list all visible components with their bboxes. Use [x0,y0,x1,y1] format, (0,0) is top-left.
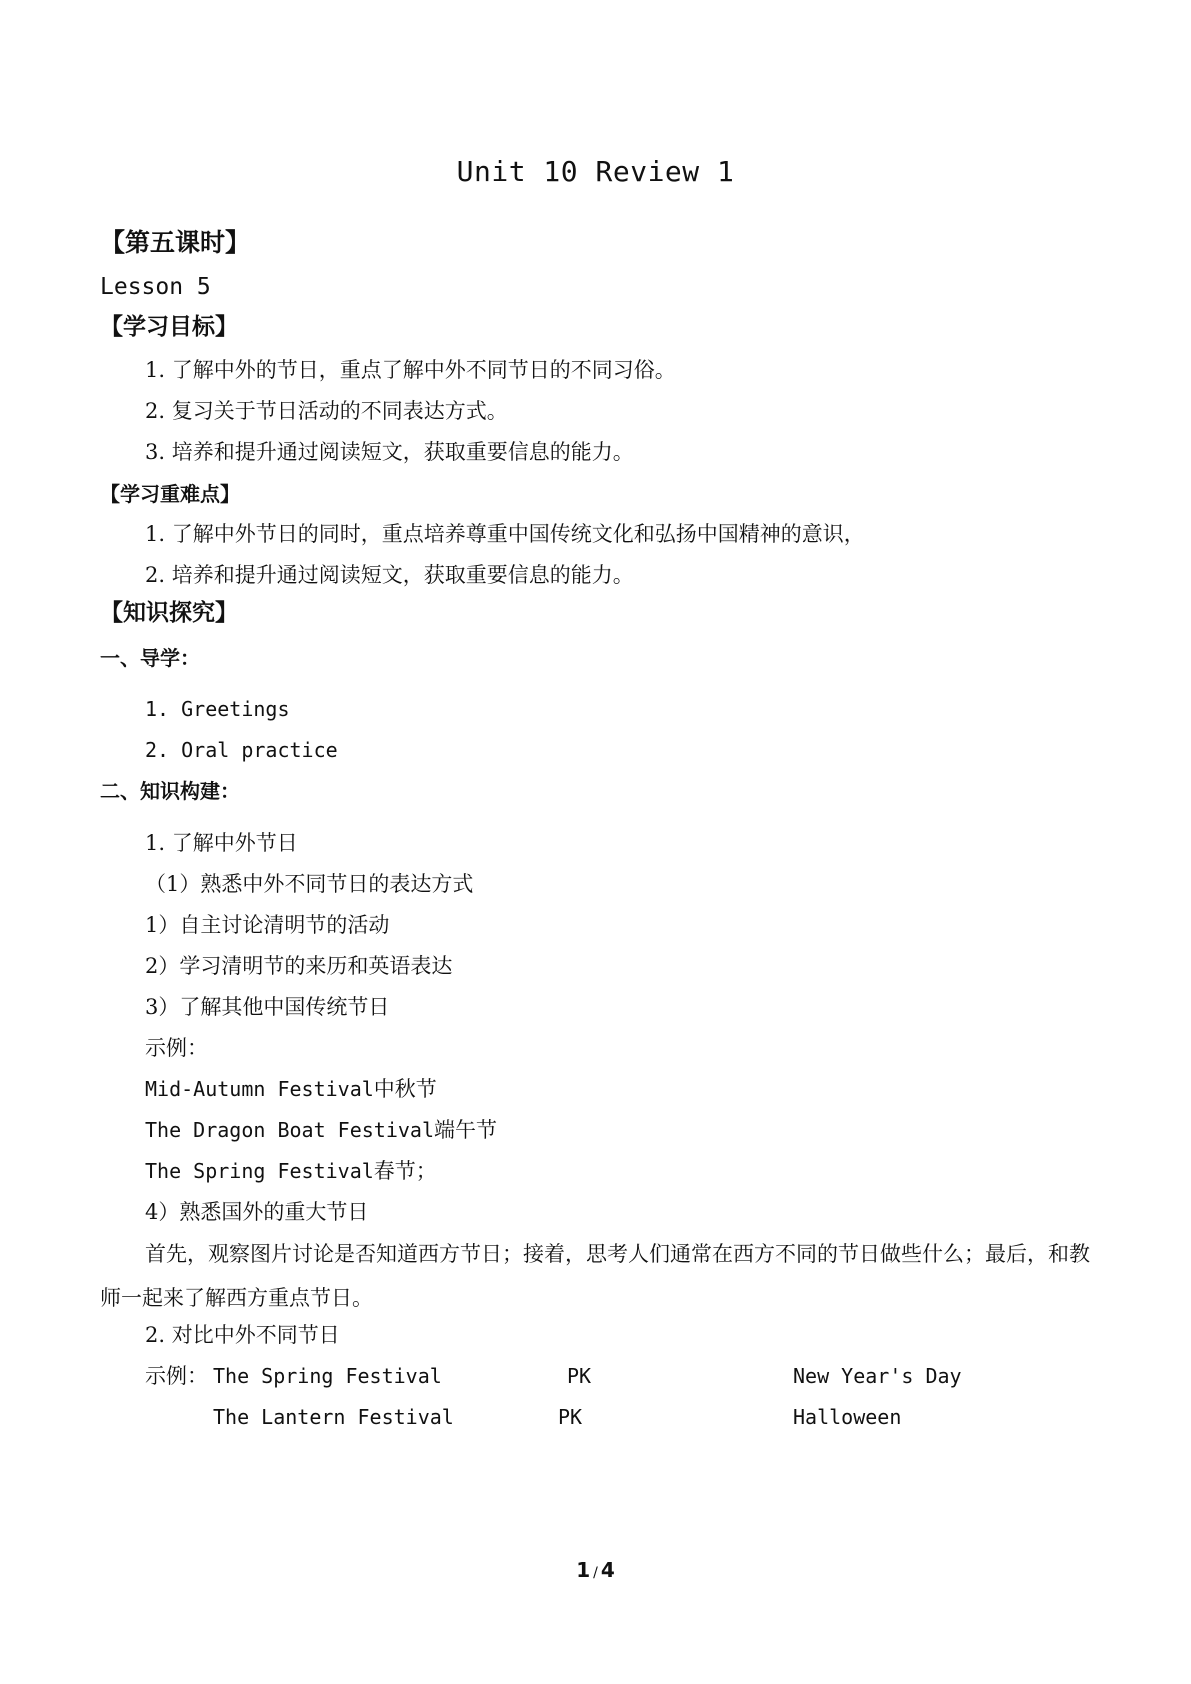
objective-item: 2. 复习关于节日活动的不同表达方式。 [145,399,508,423]
key-points-heading: 【学习重难点】 [100,482,240,506]
total-pages: 4 [600,1558,615,1582]
guide-item: 1. Greetings [145,697,290,721]
compare-left: The Lantern Festival [213,1405,454,1429]
current-page: 1 [576,1558,591,1582]
key-point-item: 2. 培养和提升通过阅读短文，获取重要信息的能力。 [145,563,634,587]
compare-pk: PK [567,1364,592,1388]
festival-example [145,1115,497,1145]
guide-heading: 一、导学： [100,646,200,670]
paragraph: 首先，观察图片讨论是否知道西方节日；接着，思考人们通常在西方不同的节日做些什么；最后，和教师一起来了解西方重点节日。 [100,1242,1090,1310]
festival-english: Mid-Autumn Festival [145,1077,374,1101]
build-step: 4）熟悉国外的重大节日 [145,1200,369,1224]
lesson-label: Lesson 5 [100,274,211,300]
festival-chinese: 中秋节 [373,1077,437,1101]
compare-left: The Spring Festival [213,1364,442,1388]
build-item: 2. 对比中外不同节日 [145,1323,340,1347]
build-subitem: （1）熟悉中外不同节日的表达方式 [145,872,474,896]
key-point-item: 1. 了解中外节日的同时，重点培养尊重中国传统文化和弘扬中国精神的意识， [145,522,865,546]
period-heading: 【第五课时】 [100,228,251,257]
compare-right: New Year's Day [793,1364,962,1388]
objective-item: 1. 了解中外的节日，重点了解中外不同节日的不同习俗。 [145,358,676,382]
compare-label: 示例： [145,1364,208,1388]
compare-right: Halloween [793,1405,902,1429]
page-indicator [0,1558,1191,1582]
build-step: 2）学习清明节的来历和英语表达 [145,954,453,978]
exploration-heading: 【知识探究】 [100,600,238,626]
build-heading: 二、知识构建： [100,779,240,803]
example-label: 示例： [145,1036,208,1060]
festival-english: The Spring Festival [145,1159,374,1183]
compare-pk: PK [558,1405,583,1429]
guide-item: 2. Oral practice [145,738,338,762]
festival-example [145,1074,437,1104]
page-separator: / [593,1565,598,1581]
build-item: 1. 了解中外节日 [145,831,298,855]
festival-example [145,1156,437,1186]
objectives-heading: 【学习目标】 [100,314,238,340]
objective-item: 3. 培养和提升通过阅读短文，获取重要信息的能力。 [145,440,634,464]
document-title: Unit 10 Review 1 [456,155,735,188]
festival-chinese: 端午节 [433,1118,497,1142]
festival-chinese: 春节； [373,1159,437,1183]
build-step: 1）自主讨论清明节的活动 [145,913,390,937]
build-step: 3）了解其他中国传统节日 [145,995,390,1019]
festival-english: The Dragon Boat Festival [145,1118,434,1142]
